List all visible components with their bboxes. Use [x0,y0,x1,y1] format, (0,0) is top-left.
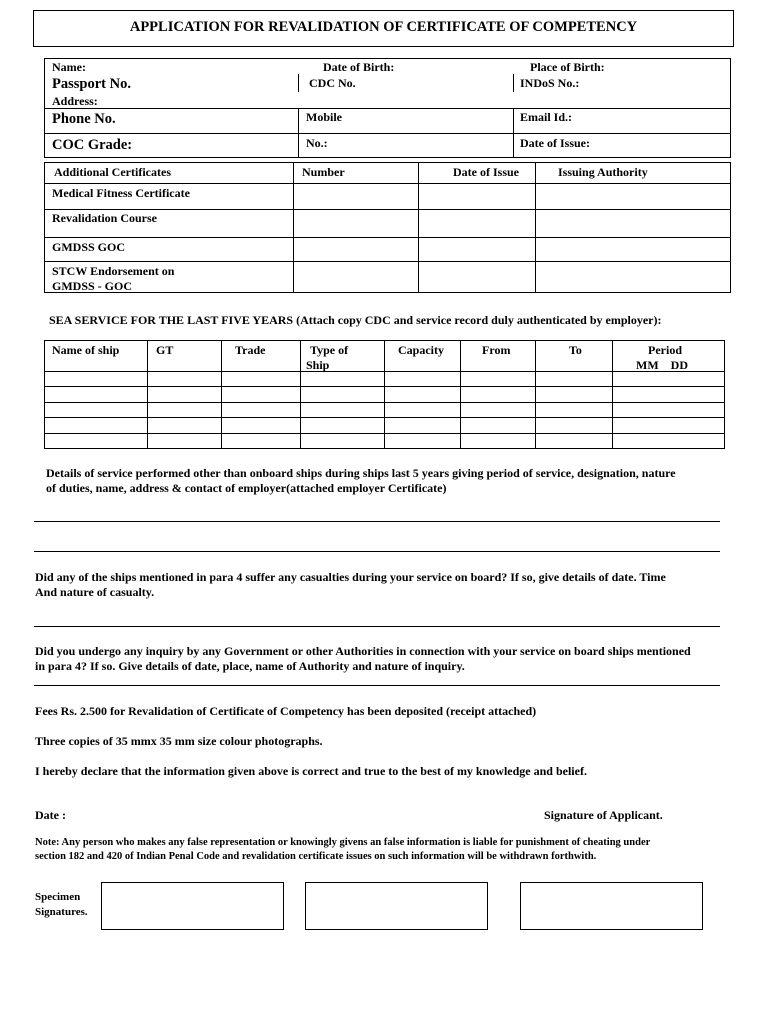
sea-header-gt: GT [156,343,174,357]
cert-header-name: Additional Certificates [54,165,171,179]
signature-box-2[interactable] [305,882,488,930]
casualty-line-1: Did any of the ships mentioned in para 4 suffer any casualties during your service on board? If so, give details of date. Time [35,570,666,584]
cert-row-stcw-2: GMDSS - GOC [52,279,133,293]
coc-date-label: Date of Issue: [520,136,590,150]
divider [535,162,536,293]
sea-header-type-2: Ship [306,358,330,372]
divider [298,108,299,158]
email-label: Email Id.: [520,110,573,124]
divider [44,433,725,434]
divider [44,108,731,109]
passport-label: Passport No. [52,76,131,92]
note-line-1: Note: Any person who makes any false representation or knowingly givens an false information is liable for punishment of cheating under [35,837,651,848]
other-service-line-1: Details of service performed other than onboard ships during ships last 5 years giving period of service, designation, nature [46,466,676,480]
divider [298,74,299,92]
specimen-label [35,890,88,920]
answer-line[interactable] [34,521,720,522]
signature-box-1[interactable] [101,882,284,930]
mobile-label: Mobile [306,110,342,124]
specimen-line-1: Specimen [35,891,81,903]
sea-header-capacity: Capacity [398,343,444,357]
divider [44,417,725,418]
answer-line[interactable] [34,626,720,627]
date-label: Date : [35,808,66,822]
coc-no-label: No.: [306,136,328,150]
cert-header-number: Number [302,165,345,179]
cert-header-authority: Issuing Authority [558,165,648,179]
signature-box-3[interactable] [520,882,703,930]
sea-header-ship: Name of ship [52,343,120,357]
sea-header-type: Type of [310,343,349,357]
cdc-label: CDC No. [309,76,356,90]
cert-row-medical: Medical Fitness Certificate [52,186,190,200]
divider [418,162,419,293]
form-title: APPLICATION FOR REVALIDATION OF CERTIFICATE OF COMPETENCY [33,10,734,47]
sea-header-to: To [569,343,582,357]
divider [44,133,731,134]
phone-label: Phone No. [52,111,116,127]
divider [44,261,731,262]
sea-header-mmdd: MM DD [636,358,688,372]
specimen-line-2: Signatures. [35,906,88,918]
divider [44,371,725,372]
sea-header-from: From [482,343,511,357]
legal-note [35,836,735,864]
pob-label: Place of Birth: [530,60,605,74]
answer-line[interactable] [34,551,720,552]
divider [44,237,731,238]
photos-statement: Three copies of 35 mmx 35 mm size colour photographs. [35,734,323,748]
declaration: I hereby declare that the information given above is correct and true to the best of my knowledge and belief. [35,764,587,778]
inquiry-question [35,644,735,674]
sea-service-heading: SEA SERVICE FOR THE LAST FIVE YEARS (Attach copy CDC and service record duly authenticated by employer): [49,313,662,327]
coc-grade-label: COC Grade: [52,137,133,153]
divider [44,386,725,387]
sea-header-trade: Trade [235,343,266,357]
casualty-line-2: And nature of casualty. [35,585,155,599]
indos-label: INDoS No.: [520,76,580,90]
address-label: Address: [52,94,98,108]
sea-header-period: Period [648,343,682,357]
other-service-line-2: of duties, name, address & contact of employer(attached employer Certificate) [46,481,447,495]
cert-row-revalidation: Revalidation Course [52,211,157,225]
divider [44,402,725,403]
other-service-question [46,466,726,496]
cert-header-date: Date of Issue [453,165,519,179]
divider [513,108,514,158]
inquiry-line-2: in para 4? If so. Give details of date, place, name of Authority and nature of inquiry. [35,659,465,673]
divider [44,183,731,184]
answer-line[interactable] [34,685,720,686]
divider [293,162,294,293]
inquiry-line-1: Did you undergo any inquiry by any Government or other Authorities in connection with your service on board ships mentioned [35,644,691,658]
cert-row-gmdss: GMDSS GOC [52,240,126,254]
note-line-2: section 182 and 420 of Indian Penal Code and revalidation certificate issues on such information will be withdrawn forthwith. [35,851,597,862]
name-label: Name: [52,60,86,74]
cert-row-stcw: STCW Endorsement on [52,264,175,278]
casualty-question [35,570,725,600]
divider [513,74,514,92]
fees-statement: Fees Rs. 2.500 for Revalidation of Certificate of Competency has been deposited (receipt attached) [35,704,537,718]
signature-label: Signature of Applicant. [544,808,663,822]
divider [44,209,731,210]
dob-label: Date of Birth: [323,60,395,74]
